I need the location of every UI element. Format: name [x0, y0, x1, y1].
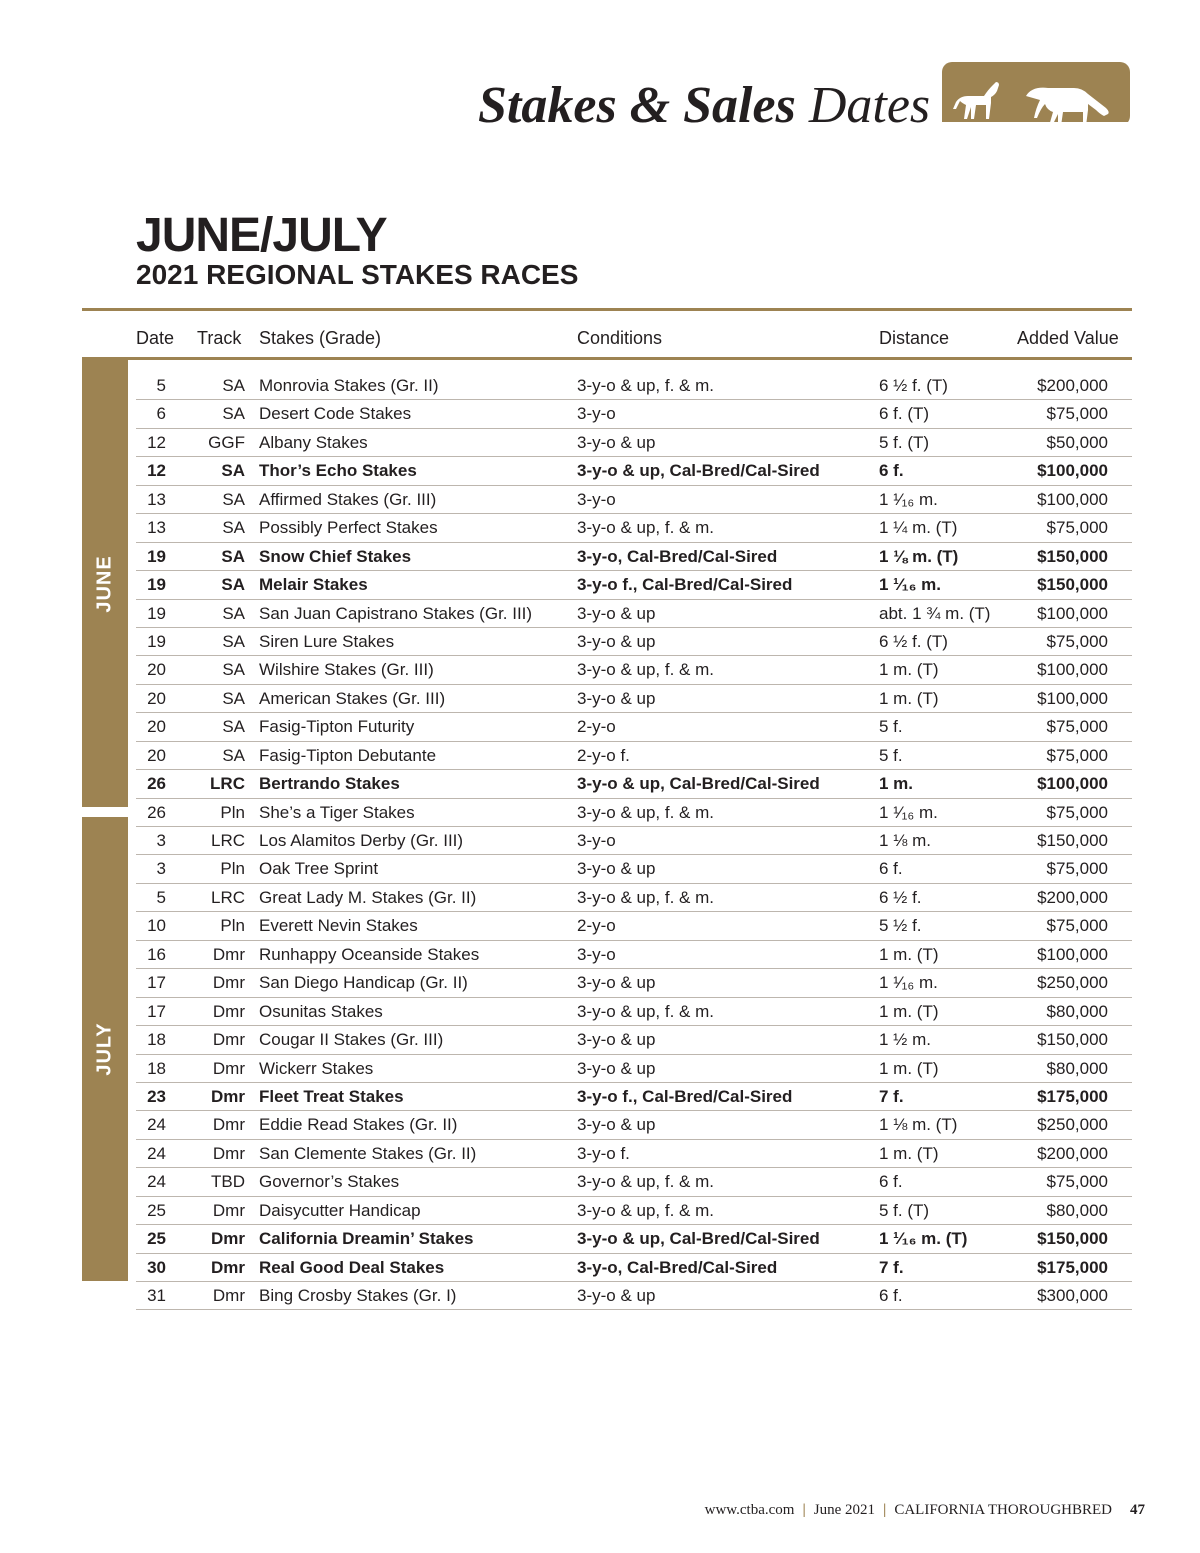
cell-date: 31: [147, 1286, 166, 1305]
month-label-june-text: JUNE: [93, 554, 116, 613]
cell-added-value: $150,000: [1037, 546, 1108, 566]
cell-stakes: San Juan Capistrano Stakes (Gr. III): [259, 603, 533, 623]
cell-stakes: Runhappy Oceanside Stakes: [259, 944, 480, 964]
cell-date: 3: [156, 859, 166, 879]
cell-conditions: 3-y-o: [577, 944, 616, 964]
table-row: [136, 713, 1132, 741]
cell-added-value: $150,000: [1037, 1229, 1108, 1249]
cell-added-value: $100,000: [1037, 774, 1108, 794]
cell-track: Dmr: [212, 1115, 245, 1135]
cell-date: 19: [147, 546, 166, 566]
table-row: [136, 400, 1132, 428]
cell-added-value: $250,000: [1037, 1115, 1108, 1135]
cell-distance: 1 ¼ m. (T): [879, 518, 958, 538]
cell-track: Dmr: [212, 1058, 245, 1078]
cell-track: Dmr: [210, 1086, 245, 1106]
table-row: [136, 1055, 1132, 1083]
table-row: [136, 486, 1132, 514]
cell-conditions: 3-y-o & up: [577, 1030, 656, 1050]
column-header-distance: Distance: [879, 328, 950, 348]
table-row: [136, 1083, 1132, 1111]
cell-added-value: $80,000: [1046, 1200, 1108, 1220]
page-number: 47: [1130, 1502, 1145, 1518]
cell-conditions: 3-y-o & up, Cal-Bred/Cal-Sired: [577, 461, 820, 481]
table-row: [136, 429, 1132, 457]
table-row: [136, 1140, 1132, 1168]
column-header-stakes: Stakes (Grade): [259, 328, 382, 348]
horses-silhouette-icon: [942, 62, 1130, 126]
table-row: [136, 1026, 1132, 1054]
table-row: [136, 799, 1132, 827]
cell-track: Dmr: [212, 1030, 245, 1050]
cell-added-value: $150,000: [1037, 831, 1108, 850]
cell-distance: 1 ½ m.: [879, 1030, 931, 1050]
cell-track: SA: [222, 518, 245, 538]
table-row: [136, 571, 1132, 599]
section-subtitle: 2021 REGIONAL STAKES RACES: [136, 259, 579, 290]
cell-track: TBD: [211, 1172, 245, 1192]
cell-distance: 6 f.: [879, 1172, 903, 1192]
cell-track: LRC: [210, 774, 245, 794]
cell-date: 25: [147, 1200, 166, 1220]
cell-track: Dmr: [212, 1001, 245, 1021]
cell-distance: 5 f. (T): [879, 1200, 930, 1220]
cell-conditions: 3-y-o f., Cal-Bred/Cal-Sired: [577, 575, 793, 595]
cell-distance: 6 f.: [879, 461, 904, 481]
cell-conditions: 3-y-o & up, Cal-Bred/Cal-Sired: [577, 1229, 820, 1249]
cell-stakes: Fleet Treat Stakes: [259, 1086, 404, 1106]
cell-track: Pln: [220, 802, 245, 822]
cell-track: Dmr: [212, 1200, 245, 1220]
footer-issue: June 2021: [813, 1502, 876, 1518]
cell-stakes: Possibly Perfect Stakes: [259, 518, 438, 538]
cell-track: SA: [222, 489, 245, 509]
cell-stakes: Thor’s Echo Stakes: [259, 461, 417, 481]
cell-distance: 6 f.: [879, 859, 903, 879]
cell-added-value: $50,000: [1046, 432, 1108, 452]
cell-stakes: Cougar II Stakes (Gr. III): [259, 1030, 444, 1050]
cell-date: 26: [147, 802, 166, 822]
cell-stakes: San Diego Handicap (Gr. II): [259, 973, 468, 993]
cell-conditions: 3-y-o & up, f. & m.: [577, 518, 714, 538]
cell-distance: 6 ½ f.: [879, 887, 922, 907]
cell-stakes: Oak Tree Sprint: [259, 859, 379, 879]
cell-conditions: 2-y-o f.: [577, 745, 630, 765]
cell-added-value: $75,000: [1046, 717, 1108, 737]
table-row: [136, 1111, 1132, 1139]
cell-stakes: California Dreamin’ Stakes: [259, 1229, 474, 1249]
cell-conditions: 3-y-o & up: [577, 432, 656, 452]
table-row: [136, 884, 1132, 912]
cell-distance: 1 m. (T): [879, 944, 939, 964]
cell-conditions: 3-y-o, Cal-Bred/Cal-Sired: [577, 1257, 778, 1277]
header-rule: [82, 357, 1132, 360]
cell-distance: 6 f.: [879, 1286, 903, 1305]
cell-conditions: 3-y-o & up, f. & m.: [577, 1172, 714, 1192]
cell-stakes: Snow Chief Stakes: [259, 546, 412, 566]
cell-stakes: Real Good Deal Stakes: [259, 1257, 445, 1277]
cell-track: Pln: [220, 859, 245, 879]
cell-stakes: Osunitas Stakes: [259, 1001, 383, 1021]
cell-date: 17: [147, 973, 166, 993]
cell-distance: 5 f.: [879, 745, 903, 765]
cell-stakes: Melair Stakes: [259, 575, 368, 595]
cell-distance: 1 m. (T): [879, 660, 939, 680]
cell-date: 24: [147, 1172, 166, 1192]
cell-conditions: 3-y-o: [577, 489, 616, 509]
table-row: [136, 770, 1132, 798]
cell-stakes: Great Lady M. Stakes (Gr. II): [259, 887, 477, 907]
cell-track: SA: [222, 745, 245, 765]
cell-track: Dmr: [210, 1229, 245, 1249]
table-row: [136, 912, 1132, 940]
cell-stakes: Monrovia Stakes (Gr. II): [259, 376, 439, 395]
cell-distance: 1 ⅛ m. (T): [879, 546, 959, 566]
cell-track: Dmr: [212, 1286, 245, 1305]
footer-separator: |: [802, 1502, 806, 1518]
cell-conditions: 3-y-o & up, f. & m.: [577, 802, 714, 822]
cell-conditions: 3-y-o, Cal-Bred/Cal-Sired: [577, 546, 778, 566]
cell-distance: 6 f. (T): [879, 404, 930, 424]
cell-added-value: $200,000: [1037, 887, 1108, 907]
cell-added-value: $100,000: [1037, 688, 1108, 708]
cell-stakes: Daisycutter Handicap: [259, 1200, 421, 1220]
cell-conditions: 3-y-o & up: [577, 688, 656, 708]
table-row: [136, 742, 1132, 770]
column-header-added-value: Added Value: [1017, 328, 1119, 348]
cell-track: SA: [222, 660, 245, 680]
cell-distance: 1 ⅛ m. (T): [879, 1115, 958, 1135]
cell-conditions: 2-y-o: [577, 717, 616, 737]
cell-added-value: $150,000: [1037, 575, 1108, 595]
cell-date: 24: [147, 1115, 166, 1135]
cell-stakes: Albany Stakes: [259, 432, 368, 452]
cell-stakes: Bing Crosby Stakes (Gr. I): [259, 1286, 457, 1305]
table-row: [136, 969, 1132, 997]
stakes-table: [0, 372, 1200, 1310]
cell-date: 17: [147, 1001, 166, 1021]
cell-track: Dmr: [212, 1143, 245, 1163]
cell-added-value: $75,000: [1046, 859, 1108, 879]
cell-conditions: 3-y-o & up: [577, 631, 656, 651]
cell-conditions: 3-y-o & up: [577, 1286, 656, 1305]
cell-date: 12: [147, 461, 166, 481]
column-header-conditions: Conditions: [577, 328, 663, 348]
cell-date: 20: [147, 717, 166, 737]
cell-conditions: 3-y-o & up, f. & m.: [577, 376, 714, 395]
cell-conditions: 3-y-o & up: [577, 1115, 656, 1135]
cell-distance: 7 f.: [879, 1086, 904, 1106]
column-headers: [0, 324, 1200, 352]
table-row: [136, 827, 1132, 855]
cell-stakes: Siren Lure Stakes: [259, 631, 395, 651]
cell-track: Pln: [220, 916, 245, 936]
cell-stakes: Fasig-Tipton Debutante: [259, 745, 437, 765]
cell-conditions: 2-y-o: [577, 916, 616, 936]
cell-added-value: $175,000: [1037, 1257, 1108, 1277]
cell-added-value: $175,000: [1037, 1086, 1108, 1106]
cell-date: 20: [147, 745, 166, 765]
cell-added-value: $300,000: [1037, 1286, 1108, 1305]
cell-track: Dmr: [210, 1257, 245, 1277]
cell-added-value: $250,000: [1037, 973, 1108, 993]
cell-date: 26: [147, 774, 166, 794]
table-row: [136, 1225, 1132, 1253]
table-row: [136, 514, 1132, 542]
cell-conditions: 3-y-o & up: [577, 859, 656, 879]
cell-conditions: 3-y-o & up, Cal-Bred/Cal-Sired: [577, 774, 820, 794]
cell-distance: 5 f.: [879, 717, 903, 737]
header-title-light: Dates: [808, 77, 931, 134]
cell-track: SA: [222, 404, 245, 424]
cell-added-value: $150,000: [1037, 1030, 1108, 1050]
cell-distance: 1 ¹⁄₁₆ m.: [879, 973, 938, 993]
cell-distance: 1 m.: [879, 774, 914, 794]
cell-track: SA: [222, 631, 245, 651]
cell-date: 23: [147, 1086, 166, 1106]
cell-stakes: Desert Code Stakes: [259, 404, 412, 424]
cell-distance: 1 ¹⁄₁₆ m.: [879, 802, 938, 822]
cell-distance: 1 m. (T): [879, 1143, 939, 1163]
cell-track: SA: [222, 376, 245, 395]
cell-date: 13: [147, 489, 166, 509]
cell-date: 5: [156, 887, 166, 907]
cell-stakes: She’s a Tiger Stakes: [259, 802, 415, 822]
table-row: [136, 1197, 1132, 1225]
cell-added-value: $75,000: [1046, 745, 1108, 765]
cell-date: 18: [147, 1058, 166, 1078]
cell-stakes: Fasig-Tipton Futurity: [259, 717, 415, 737]
cell-track: LRC: [210, 831, 245, 850]
cell-date: 24: [147, 1143, 166, 1163]
cell-date: 6: [156, 404, 166, 424]
cell-distance: 1 ¹⁄₁₆ m.: [879, 575, 941, 595]
cell-distance: 7 f.: [879, 1257, 904, 1277]
cell-conditions: 3-y-o & up: [577, 973, 656, 993]
cell-added-value: $100,000: [1037, 461, 1108, 481]
cell-conditions: 3-y-o f.: [577, 1143, 630, 1163]
cell-track: SA: [222, 688, 245, 708]
cell-distance: 5 ½ f.: [879, 916, 922, 936]
table-row: [136, 855, 1132, 883]
cell-distance: abt. 1 ¾ m. (T): [879, 603, 991, 623]
cell-stakes: American Stakes (Gr. III): [259, 688, 446, 708]
cell-conditions: 3-y-o: [577, 404, 616, 424]
cell-stakes: San Clemente Stakes (Gr. II): [259, 1143, 477, 1163]
cell-date: 19: [147, 575, 166, 595]
cell-track: SA: [221, 546, 245, 566]
cell-distance: 5 f. (T): [879, 432, 930, 452]
cell-date: 25: [147, 1229, 166, 1249]
cell-distance: 1 ¹⁄₁₆ m. (T): [879, 1229, 968, 1249]
cell-added-value: $75,000: [1046, 916, 1108, 936]
cell-track: SA: [222, 717, 245, 737]
cell-track: SA: [221, 461, 245, 481]
cell-distance: 6 ½ f. (T): [879, 376, 948, 395]
cell-added-value: $200,000: [1037, 376, 1108, 395]
cell-stakes: Bertrando Stakes: [259, 774, 400, 794]
table-row: [136, 656, 1132, 684]
cell-added-value: $75,000: [1046, 802, 1108, 822]
cell-date: 30: [147, 1257, 166, 1277]
cell-conditions: 3-y-o: [577, 831, 616, 850]
cell-date: 18: [147, 1030, 166, 1050]
cell-track: Dmr: [212, 973, 245, 993]
cell-conditions: 3-y-o & up: [577, 1058, 656, 1078]
cell-stakes: Los Alamitos Derby (Gr. III): [259, 831, 464, 850]
cell-conditions: 3-y-o f., Cal-Bred/Cal-Sired: [577, 1086, 793, 1106]
cell-added-value: $75,000: [1046, 518, 1108, 538]
cell-date: 16: [147, 944, 166, 964]
header-title-strong: Stakes & Sales: [478, 77, 796, 134]
month-label-july-text: JULY: [93, 1022, 116, 1076]
footer-separator: |: [883, 1502, 887, 1518]
cell-conditions: 3-y-o & up, f. & m.: [577, 887, 714, 907]
cell-date: 19: [147, 631, 166, 651]
page-header-title: [478, 74, 930, 138]
cell-track: GGF: [208, 432, 245, 452]
table-row: [136, 457, 1132, 485]
cell-added-value: $75,000: [1046, 404, 1108, 424]
cell-conditions: 3-y-o & up, f. & m.: [577, 660, 714, 680]
cell-track: SA: [222, 603, 245, 623]
table-row: [136, 941, 1132, 969]
cell-distance: 1 ¹⁄₁₆ m.: [879, 489, 938, 509]
footer-url: www.ctba.com: [704, 1502, 795, 1518]
cell-stakes: Wickerr Stakes: [259, 1058, 374, 1078]
cell-added-value: $100,000: [1037, 603, 1108, 623]
table-row: [136, 600, 1132, 628]
cell-stakes: Everett Nevin Stakes: [259, 916, 418, 936]
column-header-date: Date: [136, 328, 175, 348]
cell-added-value: $100,000: [1037, 660, 1108, 680]
cell-added-value: $100,000: [1037, 489, 1108, 509]
column-header-track: Track: [197, 328, 242, 348]
table-row: [136, 543, 1132, 571]
cell-date: 13: [147, 518, 166, 538]
cell-added-value: $80,000: [1046, 1058, 1108, 1078]
cell-distance: 1 m. (T): [879, 688, 939, 708]
cell-conditions: 3-y-o & up, f. & m.: [577, 1200, 714, 1220]
cell-distance: 1 ⅛ m.: [879, 831, 931, 850]
table-row: [136, 1168, 1132, 1196]
cell-date: 20: [147, 660, 166, 680]
cell-conditions: 3-y-o & up: [577, 603, 656, 623]
cell-distance: 1 m. (T): [879, 1001, 939, 1021]
table-row: [136, 998, 1132, 1026]
cell-date: 5: [156, 376, 166, 395]
cell-added-value: $75,000: [1046, 631, 1108, 651]
footer-publication: CALIFORNIA THOROUGHBRED: [894, 1502, 1112, 1518]
cell-added-value: $100,000: [1037, 944, 1108, 964]
table-row: [136, 628, 1132, 656]
cell-stakes: Affirmed Stakes (Gr. III): [259, 489, 437, 509]
cell-date: 19: [147, 603, 166, 623]
table-row: [136, 1254, 1132, 1282]
cell-added-value: $200,000: [1037, 1143, 1108, 1163]
cell-date: 12: [147, 432, 166, 452]
cell-track: SA: [221, 575, 245, 595]
cell-added-value: $80,000: [1046, 1001, 1108, 1021]
cell-track: Dmr: [212, 944, 245, 964]
cell-stakes: Governor’s Stakes: [259, 1172, 400, 1192]
table-row: [136, 372, 1132, 400]
section-title: JUNE/JULY: [136, 209, 387, 262]
cell-distance: 1 m. (T): [879, 1058, 939, 1078]
cell-date: 10: [147, 916, 166, 936]
cell-conditions: 3-y-o & up, f. & m.: [577, 1001, 714, 1021]
cell-date: 20: [147, 688, 166, 708]
cell-stakes: Wilshire Stakes (Gr. III): [259, 660, 434, 680]
page-footer: [705, 1498, 1145, 1522]
top-rule: [82, 308, 1132, 311]
cell-stakes: Eddie Read Stakes (Gr. II): [259, 1115, 458, 1135]
table-row: [136, 685, 1132, 713]
cell-added-value: $75,000: [1046, 1172, 1108, 1192]
cell-track: LRC: [210, 887, 245, 907]
cell-distance: 6 ½ f. (T): [879, 631, 948, 651]
cell-date: 3: [156, 831, 166, 850]
table-row: [136, 1282, 1132, 1310]
